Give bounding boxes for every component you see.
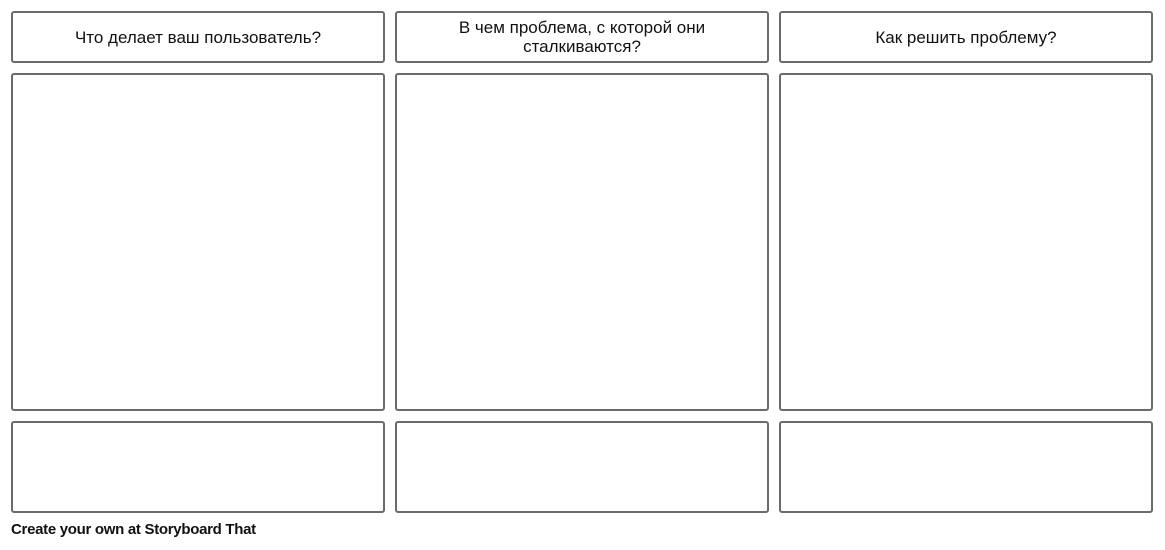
storyboard-cell-2[interactable]: [395, 73, 769, 411]
description-box-1[interactable]: [11, 421, 385, 513]
column-title-2-text: В чем проблема, с которой они сталкиваются?: [458, 18, 706, 56]
footer-credit: Create your own at Storyboard That: [11, 521, 256, 538]
column-title-1[interactable]: [11, 11, 385, 63]
description-box-3[interactable]: [779, 421, 1153, 513]
storyboard-cell-3[interactable]: [779, 73, 1153, 411]
column-title-3[interactable]: [779, 11, 1153, 63]
column-title-2[interactable]: [395, 11, 769, 63]
column-title-1-text: Что делает ваш пользователь?: [74, 27, 322, 47]
column-title-3-text: Как решить проблему?: [875, 27, 1057, 47]
description-box-2[interactable]: [395, 421, 769, 513]
storyboard-cell-1[interactable]: [11, 73, 385, 411]
